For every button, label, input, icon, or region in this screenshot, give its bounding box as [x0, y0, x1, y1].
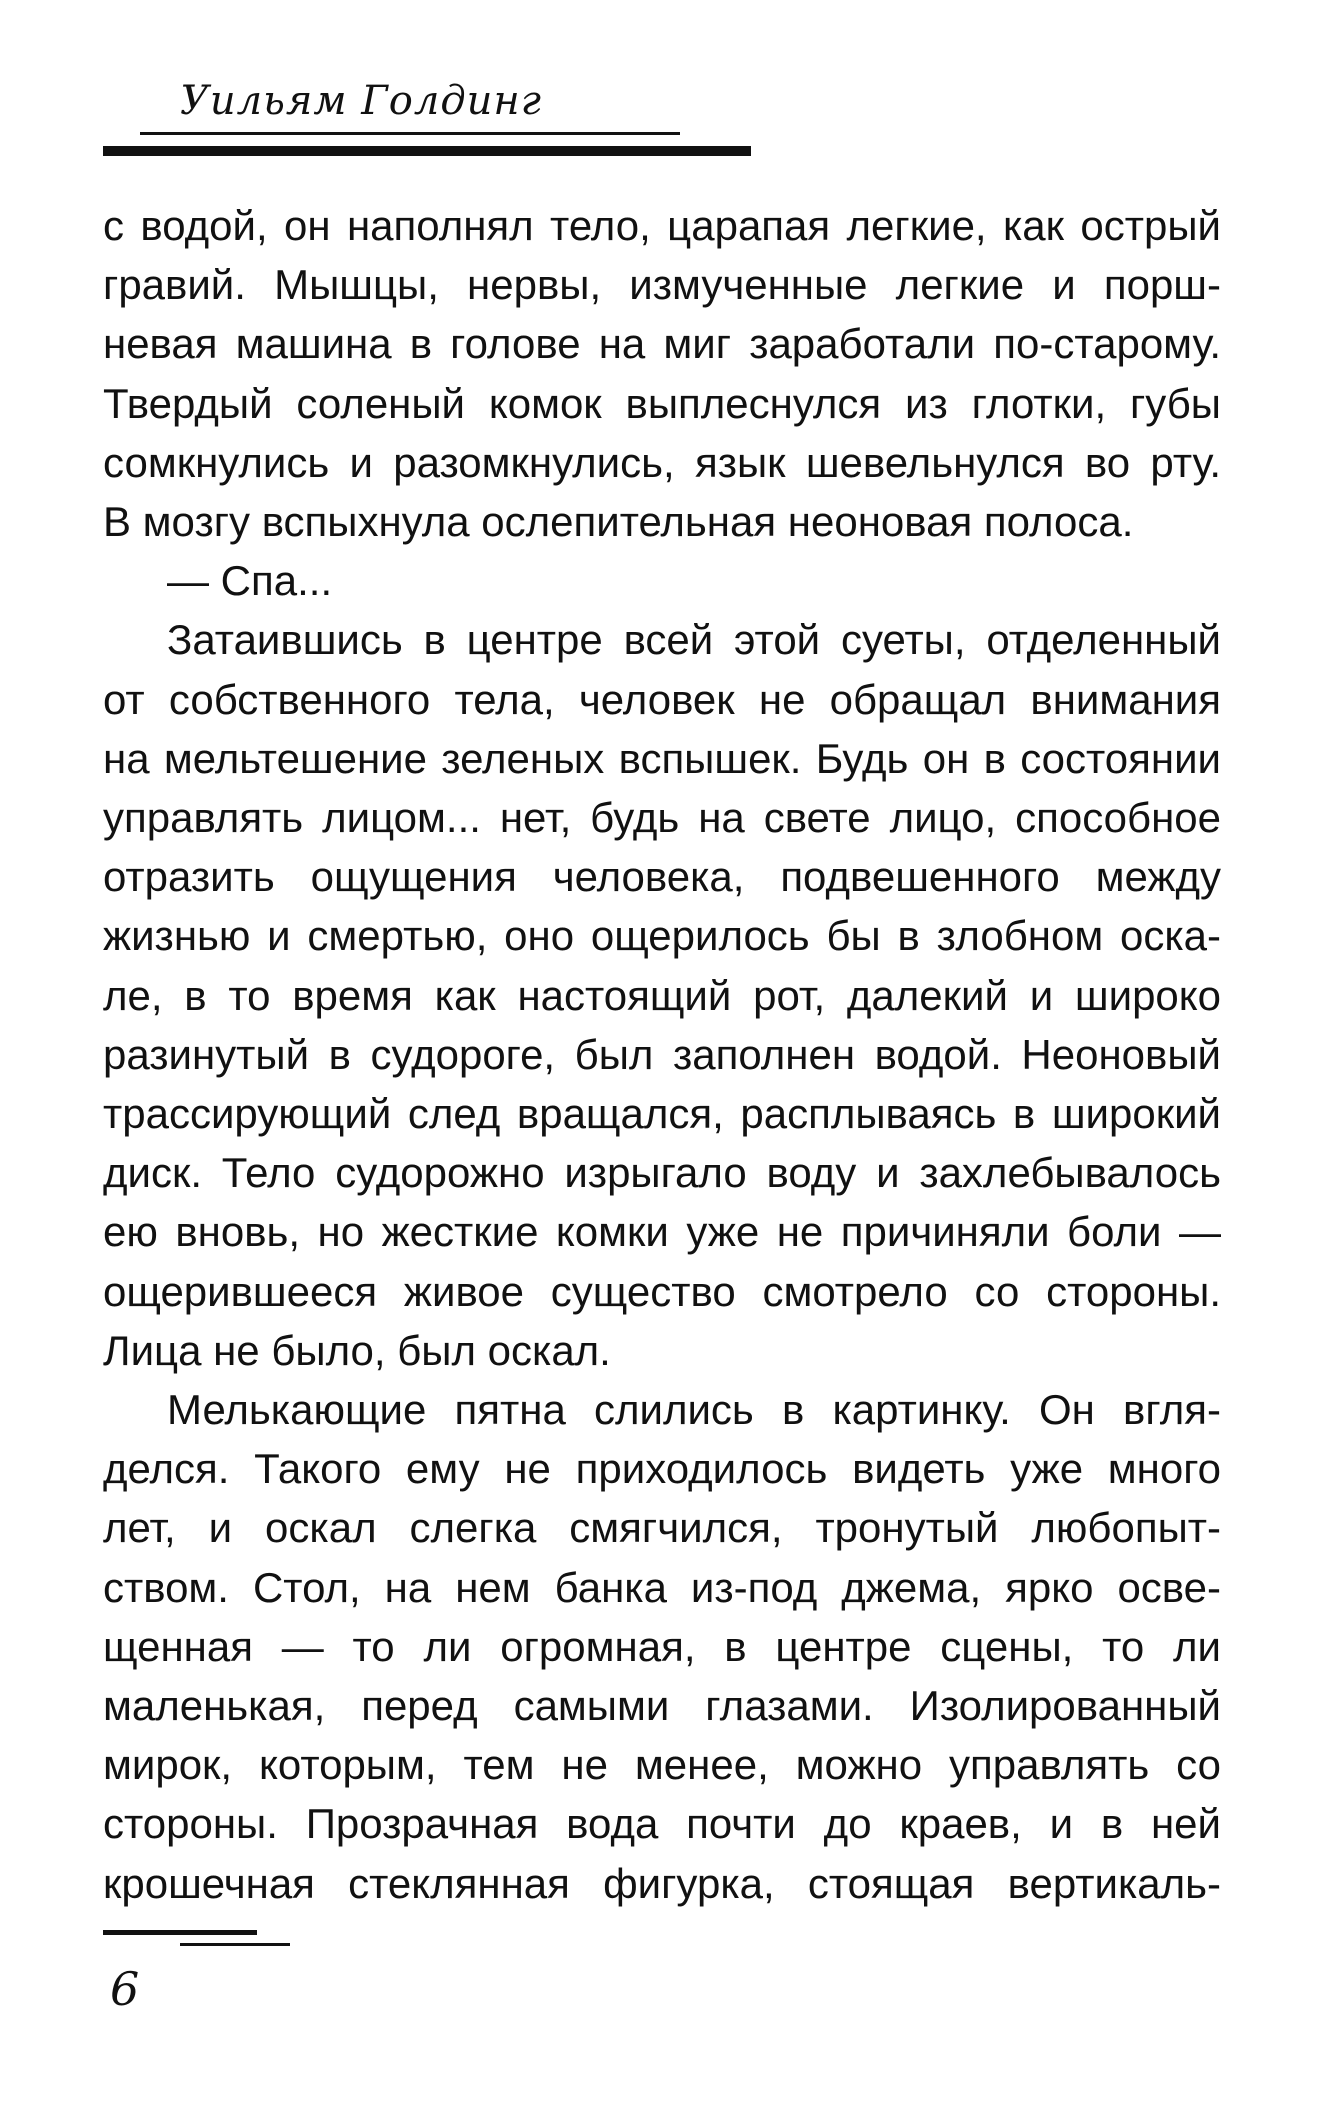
text-line: сомкнулись и разомкнулись, язык шевельнулся во рту. [103, 438, 1221, 486]
text-line: на мельтешение зеленых вспышек. Будь он в состоянии [103, 734, 1221, 782]
text-line: мирок, которым, тем не менее, можно управлять со [103, 1741, 1221, 1789]
text-line: Твердый соленый комок выплеснулся из глотки, губы [103, 379, 1221, 427]
footer-rule-thick [103, 1930, 257, 1935]
text-line: отразить ощущения человека, подвешенного между [103, 853, 1221, 901]
header-rule-thin [140, 132, 680, 135]
text-line: стороны. Прозрачная вода почти до краев, и в ней [103, 1800, 1221, 1848]
text-line: гравий. Мышцы, нервы, измученные легкие и порш- [103, 261, 1221, 309]
text-line: Лица не было, был оскал. [103, 1326, 611, 1374]
footer-rule-thin [180, 1943, 290, 1946]
text-line: ею вновь, но жесткие комки уже не причиняли боли — [103, 1208, 1221, 1256]
body-text [103, 196, 1221, 1913]
text-line: щенная — то ли огромная, в центре сцены, то ли [103, 1622, 1221, 1670]
text-line: В мозгу вспыхнула ослепительная неоновая полоса. [103, 498, 1134, 546]
dialogue-line: — Спа... [167, 557, 333, 605]
running-header-author: Уильям Голдинг [180, 78, 542, 124]
text-line: крошечная стеклянная фигурка, стоящая вертикаль- [103, 1859, 1221, 1907]
text-line: делся. Такого ему не приходилось видеть уже много [103, 1445, 1221, 1493]
text-line: ощерившееся живое существо смотрело со стороны. [103, 1267, 1221, 1315]
page-number: 6 [110, 1962, 140, 2016]
text-line: жизнью и смертью, оно ощерилось бы в злобном оска- [103, 912, 1221, 960]
text-line: разинутый в судороге, был заполнен водой. Неоновый [103, 1030, 1221, 1078]
text-line: невая машина в голове на миг заработали по-старому. [103, 320, 1221, 368]
text-line: трассирующий след вращался, расплываясь в широкий [103, 1090, 1221, 1138]
text-line: ле, в то время как настоящий рот, далекий и широко [103, 971, 1221, 1019]
text-line: Мелькающие пятна слились в картинку. Он вгля- [167, 1386, 1221, 1434]
text-line: управлять лицом... нет, будь на свете лицо, способное [103, 794, 1221, 842]
text-line: маленькая, перед самыми глазами. Изолированный [103, 1682, 1221, 1730]
text-line: от собственного тела, человек не обращал внимания [103, 675, 1221, 723]
text-line: Затаившись в центре всей этой суеты, отделенный [167, 616, 1221, 664]
header-rule-thick [103, 146, 751, 156]
text-line: диск. Тело судорожно изрыгало воду и захлебывалось [103, 1149, 1221, 1197]
text-line: с водой, он наполнял тело, царапая легкие, как острый [103, 202, 1221, 249]
text-line: ством. Стол, на нем банка из-под джема, ярко осве- [103, 1563, 1221, 1611]
text-line: лет, и оскал слегка смягчился, тронутый любопыт- [103, 1504, 1221, 1552]
